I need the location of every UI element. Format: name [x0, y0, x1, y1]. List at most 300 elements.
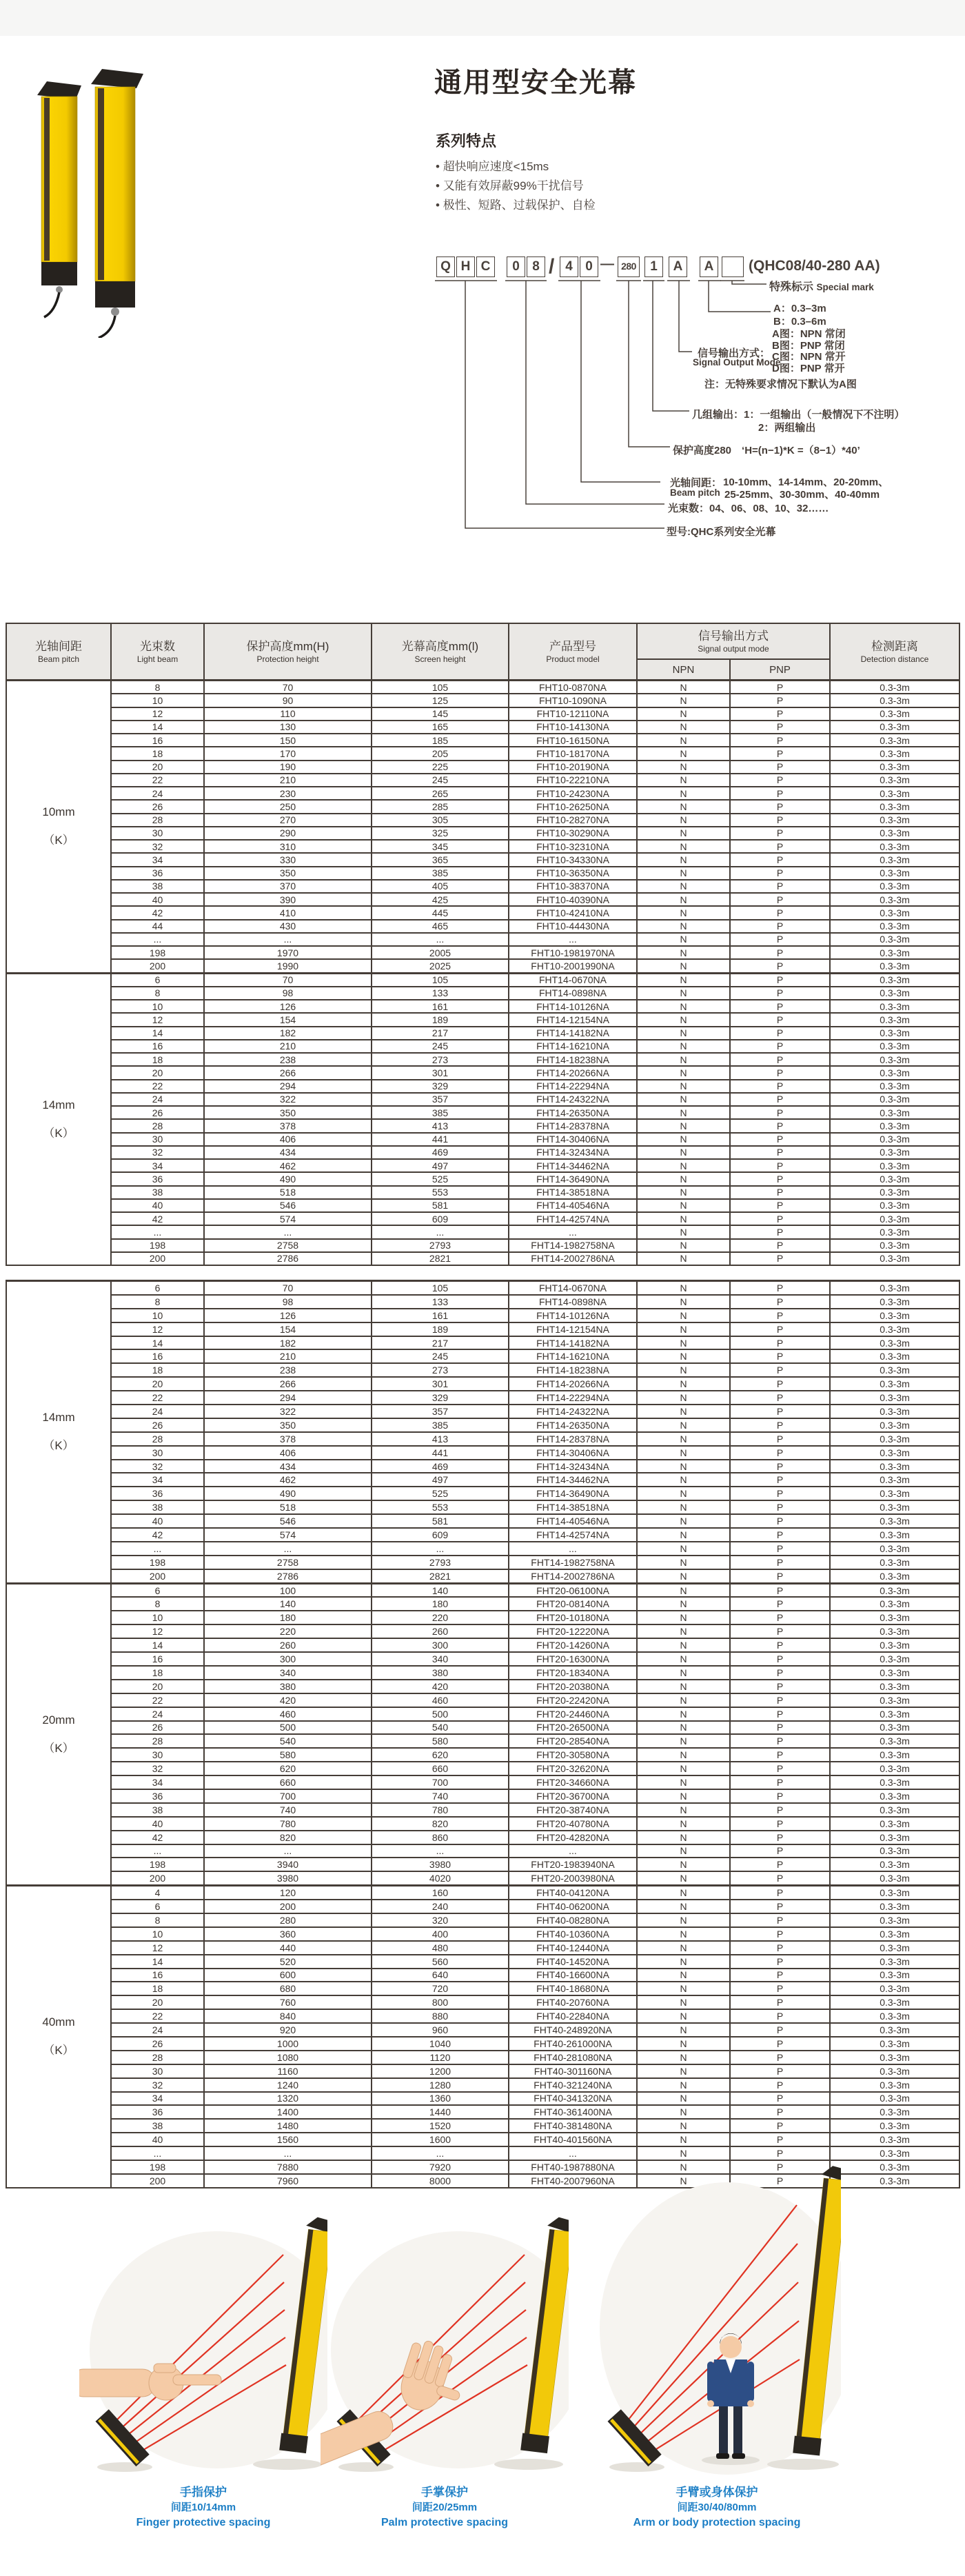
cell: 0.3-3m	[830, 1817, 959, 1831]
table-row	[6, 1514, 959, 1528]
table-row	[6, 1611, 959, 1624]
table-row	[6, 1748, 959, 1762]
body-protection-caption	[593, 2485, 841, 2530]
table-row	[6, 1053, 959, 1066]
cell: 240	[372, 1900, 509, 1913]
cell: FHT14-40546NA	[509, 1199, 637, 1212]
cell: P	[730, 987, 830, 1000]
cell: P	[730, 1363, 830, 1377]
cell: FHT20-22420NA	[509, 1693, 637, 1707]
cell: 0.3-3m	[830, 787, 959, 800]
cell: N	[637, 1514, 730, 1528]
cell: P	[730, 1666, 830, 1680]
cell: P	[730, 2174, 830, 2188]
table-row	[6, 946, 959, 959]
cell: 1990	[204, 959, 372, 973]
cell: FHT40-10360NA	[509, 1927, 637, 1941]
cell: 32	[111, 840, 204, 853]
cell: FHT40-12440NA	[509, 1941, 637, 1955]
cell: 0.3-3m	[830, 1693, 959, 1707]
signal-mode-item: D图：PNP 常开	[772, 362, 845, 374]
beam-count-label: 光束数：04、06、08、10、32……	[668, 503, 829, 514]
cell: FHT40-2007960NA	[509, 2174, 637, 2188]
cell: 238	[204, 1053, 372, 1066]
cell: 28	[111, 2051, 204, 2064]
cell: 0.3-3m	[830, 1119, 959, 1132]
table-row	[6, 1569, 959, 1583]
cell: 0.3-3m	[830, 1186, 959, 1199]
cell: ...	[372, 1844, 509, 1858]
cell: FHT14-1982758NA	[509, 1556, 637, 1569]
cell: 0.3-3m	[830, 747, 959, 760]
cell: 285	[372, 800, 509, 813]
cell: 1600	[372, 2133, 509, 2146]
cell: 6	[111, 1583, 204, 1597]
cell: ...	[111, 1844, 204, 1858]
cell: 0.3-3m	[830, 1405, 959, 1418]
cell: 189	[372, 1013, 509, 1026]
cell: N	[637, 880, 730, 893]
cell: 260	[372, 1624, 509, 1638]
cell: 24	[111, 1707, 204, 1721]
cell: N	[637, 800, 730, 813]
cell: FHT10-12110NA	[509, 707, 637, 721]
cell: FHT40-22840NA	[509, 2009, 637, 2023]
cell: FHT14-20266NA	[509, 1377, 637, 1391]
cell: P	[730, 920, 830, 933]
cell: 220	[204, 1624, 372, 1638]
cell: N	[637, 1886, 730, 1900]
cell: 546	[204, 1514, 372, 1528]
cell: P	[730, 2051, 830, 2064]
groups-label-line2: 2：两组输出	[758, 422, 816, 434]
table-row	[6, 1597, 959, 1611]
cell: 0.3-3m	[830, 920, 959, 933]
beam-pitch-values-line2: 25-25mm、30-30mm、40-40mm	[724, 489, 880, 501]
cell: P	[730, 946, 830, 959]
cell: 380	[372, 1666, 509, 1680]
cell: FHT10-42410NA	[509, 906, 637, 919]
cell: 245	[372, 1040, 509, 1053]
cell: ...	[372, 933, 509, 946]
cell: 0.3-3m	[830, 800, 959, 813]
cell: 340	[204, 1666, 372, 1680]
cell: 640	[372, 1969, 509, 1982]
cell: 0.3-3m	[830, 1542, 959, 1556]
cell: 40	[111, 893, 204, 906]
cell: 0.3-3m	[830, 1995, 959, 2009]
table-row	[6, 1309, 959, 1322]
cell: N	[637, 1569, 730, 1583]
cell: 462	[204, 1159, 372, 1172]
cell: FHT14-16210NA	[509, 1040, 637, 1053]
cell: FHT14-24322NA	[509, 1405, 637, 1418]
cell: P	[730, 1995, 830, 2009]
cell: 18	[111, 1053, 204, 1066]
cell: 0.3-3m	[830, 1093, 959, 1106]
cell: 580	[372, 1734, 509, 1748]
table-row	[6, 1336, 959, 1350]
cell: 580	[204, 1748, 372, 1762]
cell: 880	[372, 2009, 509, 2023]
cell: 20	[111, 1066, 204, 1079]
cell: N	[637, 1159, 730, 1172]
cell: N	[637, 1721, 730, 1735]
cell: 200	[111, 1252, 204, 1265]
cell: N	[637, 1172, 730, 1185]
cell: 4	[111, 1886, 204, 1900]
table-row	[6, 1583, 959, 1597]
cell: 0.3-3m	[830, 1252, 959, 1265]
cell: 1240	[204, 2078, 372, 2092]
table-row	[6, 800, 959, 813]
cell: N	[637, 1955, 730, 1969]
model-code-box: 4	[560, 256, 578, 277]
cell: 2758	[204, 1239, 372, 1252]
cell: N	[637, 827, 730, 840]
cell: 0.3-3m	[830, 2092, 959, 2106]
cell: 0.3-3m	[830, 694, 959, 707]
table-row	[6, 1199, 959, 1212]
cell: P	[730, 1186, 830, 1199]
cell: N	[637, 1542, 730, 1556]
table-row	[6, 1707, 959, 1721]
cell: P	[730, 2133, 830, 2146]
cell: 0.3-3m	[830, 1611, 959, 1624]
cell: 0.3-3m	[830, 1418, 959, 1432]
cell: 520	[204, 1955, 372, 1969]
finger-protection-illustration	[79, 2212, 327, 2482]
cell: N	[637, 1927, 730, 1941]
cell: 460	[372, 1693, 509, 1707]
cell: 198	[111, 1556, 204, 1569]
cell: N	[637, 1186, 730, 1199]
cell: 1360	[372, 2092, 509, 2106]
cell: 210	[204, 1349, 372, 1363]
cell: N	[637, 1000, 730, 1013]
table-row	[6, 1473, 959, 1487]
cell: N	[637, 2119, 730, 2133]
light-curtain-bar-left	[37, 81, 81, 317]
cell: N	[637, 1119, 730, 1132]
cell: 1480	[204, 2119, 372, 2133]
cell: N	[637, 2023, 730, 2037]
cell: 189	[372, 1322, 509, 1336]
cell: P	[730, 973, 830, 987]
cell: 370	[204, 880, 372, 893]
table-row	[6, 827, 959, 840]
cell: P	[730, 867, 830, 880]
model-code-box	[722, 256, 744, 277]
cell: P	[730, 1133, 830, 1146]
model-code-box: Q	[436, 256, 455, 277]
cell: N	[637, 1487, 730, 1500]
cell: 110	[204, 707, 372, 721]
table-row	[6, 747, 959, 760]
cell: P	[730, 880, 830, 893]
spec-table-2	[6, 1280, 960, 2188]
cell: N	[637, 1239, 730, 1252]
table-row	[6, 1500, 959, 1514]
cell: P	[730, 1844, 830, 1858]
cell: N	[637, 893, 730, 906]
table-row	[6, 1542, 959, 1556]
cell: FHT14-32434NA	[509, 1146, 637, 1159]
cell: 2005	[372, 946, 509, 959]
cell: 26	[111, 800, 204, 813]
cell: ...	[111, 1542, 204, 1556]
cell: P	[730, 1638, 830, 1652]
cell: 1560	[204, 2133, 372, 2146]
table-row	[6, 2009, 959, 2023]
cell: 42	[111, 1831, 204, 1844]
cell: 0.3-3m	[830, 1487, 959, 1500]
cell: 0.3-3m	[830, 1172, 959, 1185]
table-row	[6, 1638, 959, 1652]
cell: ...	[111, 933, 204, 946]
cell: ...	[204, 2146, 372, 2160]
beam-pitch-cell: 20mm （K）	[6, 1583, 111, 1886]
cell: 780	[372, 1803, 509, 1817]
cell: P	[730, 707, 830, 721]
cell: 0.3-3m	[830, 867, 959, 880]
cell: N	[637, 2160, 730, 2174]
column-header: 光束数 Light beam	[111, 623, 204, 681]
cell: 0.3-3m	[830, 1146, 959, 1159]
cell: FHT40-16600NA	[509, 1969, 637, 1982]
cell: 430	[204, 920, 372, 933]
cell: 2821	[372, 1569, 509, 1583]
cell: 34	[111, 853, 204, 866]
cell: 0.3-3m	[830, 1583, 959, 1597]
cell: 200	[204, 1900, 372, 1913]
cell: FHT14-12154NA	[509, 1013, 637, 1026]
cell: 0.3-3m	[830, 2174, 959, 2188]
cell: N	[637, 2051, 730, 2064]
cell: FHT14-22294NA	[509, 1080, 637, 1093]
cell: FHT14-14182NA	[509, 1336, 637, 1350]
cell: FHT40-341320NA	[509, 2092, 637, 2106]
table-row	[6, 787, 959, 800]
cell: ...	[111, 1225, 204, 1238]
model-code-box: C	[476, 256, 495, 277]
cell: 10	[111, 1611, 204, 1624]
cell: N	[637, 681, 730, 694]
cell: 10	[111, 1927, 204, 1941]
cell: ...	[204, 1542, 372, 1556]
cell: 0.3-3m	[830, 734, 959, 747]
cell: 170	[204, 747, 372, 760]
cell: 340	[372, 1652, 509, 1666]
cell: 200	[111, 2174, 204, 2188]
model-code-box: 280	[618, 256, 640, 277]
cell: 0.3-3m	[830, 1734, 959, 1748]
cell: 380	[204, 1680, 372, 1693]
table-row	[6, 1680, 959, 1693]
cell: P	[730, 1624, 830, 1638]
table-row	[6, 1252, 959, 1265]
cell: N	[637, 2064, 730, 2078]
cell: N	[637, 814, 730, 827]
cell: 180	[372, 1597, 509, 1611]
cell: FHT20-1983940NA	[509, 1858, 637, 1871]
cell: N	[637, 1106, 730, 1119]
cell: FHT40-04120NA	[509, 1886, 637, 1900]
cell: 182	[204, 1336, 372, 1350]
cell: FHT14-36490NA	[509, 1172, 637, 1185]
cell: 462	[204, 1473, 372, 1487]
cell: 620	[372, 1748, 509, 1762]
cell: 0.3-3m	[830, 1363, 959, 1377]
table-row	[6, 1146, 959, 1159]
cell: 518	[204, 1500, 372, 1514]
cell: 345	[372, 840, 509, 853]
cell: 329	[372, 1391, 509, 1405]
cell: 205	[372, 747, 509, 760]
cell: FHT10-32310NA	[509, 840, 637, 853]
cell: 0.3-3m	[830, 707, 959, 721]
cell: P	[730, 2119, 830, 2133]
cell: 90	[204, 694, 372, 707]
cell: 490	[204, 1172, 372, 1185]
cell: 0.3-3m	[830, 1624, 959, 1638]
cell: P	[730, 1309, 830, 1322]
cell: FHT40-1987880NA	[509, 2160, 637, 2174]
cell: P	[730, 2092, 830, 2106]
cell: 16	[111, 1969, 204, 1982]
cell: P	[730, 1858, 830, 1871]
cell: N	[637, 1652, 730, 1666]
cell: 525	[372, 1487, 509, 1500]
cell: P	[730, 1027, 830, 1040]
cell: 0.3-3m	[830, 1707, 959, 1721]
cell: P	[730, 2023, 830, 2037]
cell: 12	[111, 1322, 204, 1336]
table-row	[6, 1119, 959, 1132]
cell: 581	[372, 1199, 509, 1212]
cell: N	[637, 1349, 730, 1363]
cell: 280	[204, 1913, 372, 1927]
cell: 30	[111, 1446, 204, 1460]
cell: 198	[111, 1858, 204, 1871]
cell: FHT40-401560NA	[509, 2133, 637, 2146]
cell: 660	[372, 1762, 509, 1775]
cell: P	[730, 1831, 830, 1844]
cell: N	[637, 1460, 730, 1473]
cell: 540	[372, 1721, 509, 1735]
cell: 161	[372, 1309, 509, 1322]
cell: 385	[372, 867, 509, 880]
table-row	[6, 1391, 959, 1405]
cell: N	[637, 707, 730, 721]
cell: FHT10-38370NA	[509, 880, 637, 893]
feature-item: • 超快响应速度<15ms	[436, 157, 596, 177]
cell: 34	[111, 1775, 204, 1789]
cell: 560	[372, 1955, 509, 1969]
cell: 413	[372, 1432, 509, 1446]
cell: FHT14-36490NA	[509, 1487, 637, 1500]
cell: 28	[111, 1734, 204, 1748]
cell: N	[637, 1844, 730, 1858]
table-row	[6, 1460, 959, 1473]
cell: N	[637, 1693, 730, 1707]
table-row	[6, 987, 959, 1000]
table-row	[6, 933, 959, 946]
cell: 330	[204, 853, 372, 866]
cell: N	[637, 867, 730, 880]
cell: 700	[204, 1789, 372, 1803]
table-row	[6, 1941, 959, 1955]
table-row	[6, 707, 959, 721]
cell: FHT14-30406NA	[509, 1446, 637, 1460]
cell: ...	[111, 2146, 204, 2160]
cell: 36	[111, 1172, 204, 1185]
cell: 230	[204, 787, 372, 800]
cell: N	[637, 1680, 730, 1693]
cell: 14	[111, 721, 204, 734]
cell: 40	[111, 2133, 204, 2146]
cell: 265	[372, 787, 509, 800]
cell: N	[637, 2092, 730, 2106]
cell: P	[730, 787, 830, 800]
cell: 322	[204, 1405, 372, 1418]
cell: ...	[509, 1225, 637, 1238]
table-row	[6, 2051, 959, 2064]
cell: ...	[204, 933, 372, 946]
cell: 720	[372, 1982, 509, 1995]
cell: 434	[204, 1460, 372, 1473]
table-row	[6, 853, 959, 866]
model-code-box: 0	[507, 256, 525, 277]
cell: N	[637, 933, 730, 946]
table-row	[6, 1666, 959, 1680]
cell: 24	[111, 787, 204, 800]
cell: P	[730, 1377, 830, 1391]
spec-table	[6, 623, 960, 1266]
cell: 42	[111, 1528, 204, 1542]
cell: P	[730, 1093, 830, 1106]
cell: N	[637, 2105, 730, 2119]
cell: P	[730, 1295, 830, 1309]
cell: 133	[372, 987, 509, 1000]
cell: 0.3-3m	[830, 1377, 959, 1391]
cell: N	[637, 973, 730, 987]
page-title: 通用型安全光幕	[434, 68, 637, 98]
cell: P	[730, 1542, 830, 1556]
cell: 500	[204, 1721, 372, 1735]
cell: FHT20-14260NA	[509, 1638, 637, 1652]
cell: FHT20-06100NA	[509, 1583, 637, 1597]
cell: 441	[372, 1133, 509, 1146]
cell: 0.3-3m	[830, 1941, 959, 1955]
cell: 469	[372, 1146, 509, 1159]
cell: P	[730, 800, 830, 813]
body-protection-illustration	[593, 2160, 841, 2482]
cell: P	[730, 1900, 830, 1913]
cell: P	[730, 681, 830, 694]
cell: N	[637, 1336, 730, 1350]
table-row	[6, 1900, 959, 1913]
cell: 6	[111, 1900, 204, 1913]
cell: N	[637, 1556, 730, 1569]
cell: 16	[111, 1040, 204, 1053]
cell: P	[730, 1040, 830, 1053]
cell: 220	[372, 1611, 509, 1624]
cell: 16	[111, 1652, 204, 1666]
cell: 0.3-3m	[830, 1239, 959, 1252]
cell: N	[637, 1225, 730, 1238]
cell: 38	[111, 1803, 204, 1817]
